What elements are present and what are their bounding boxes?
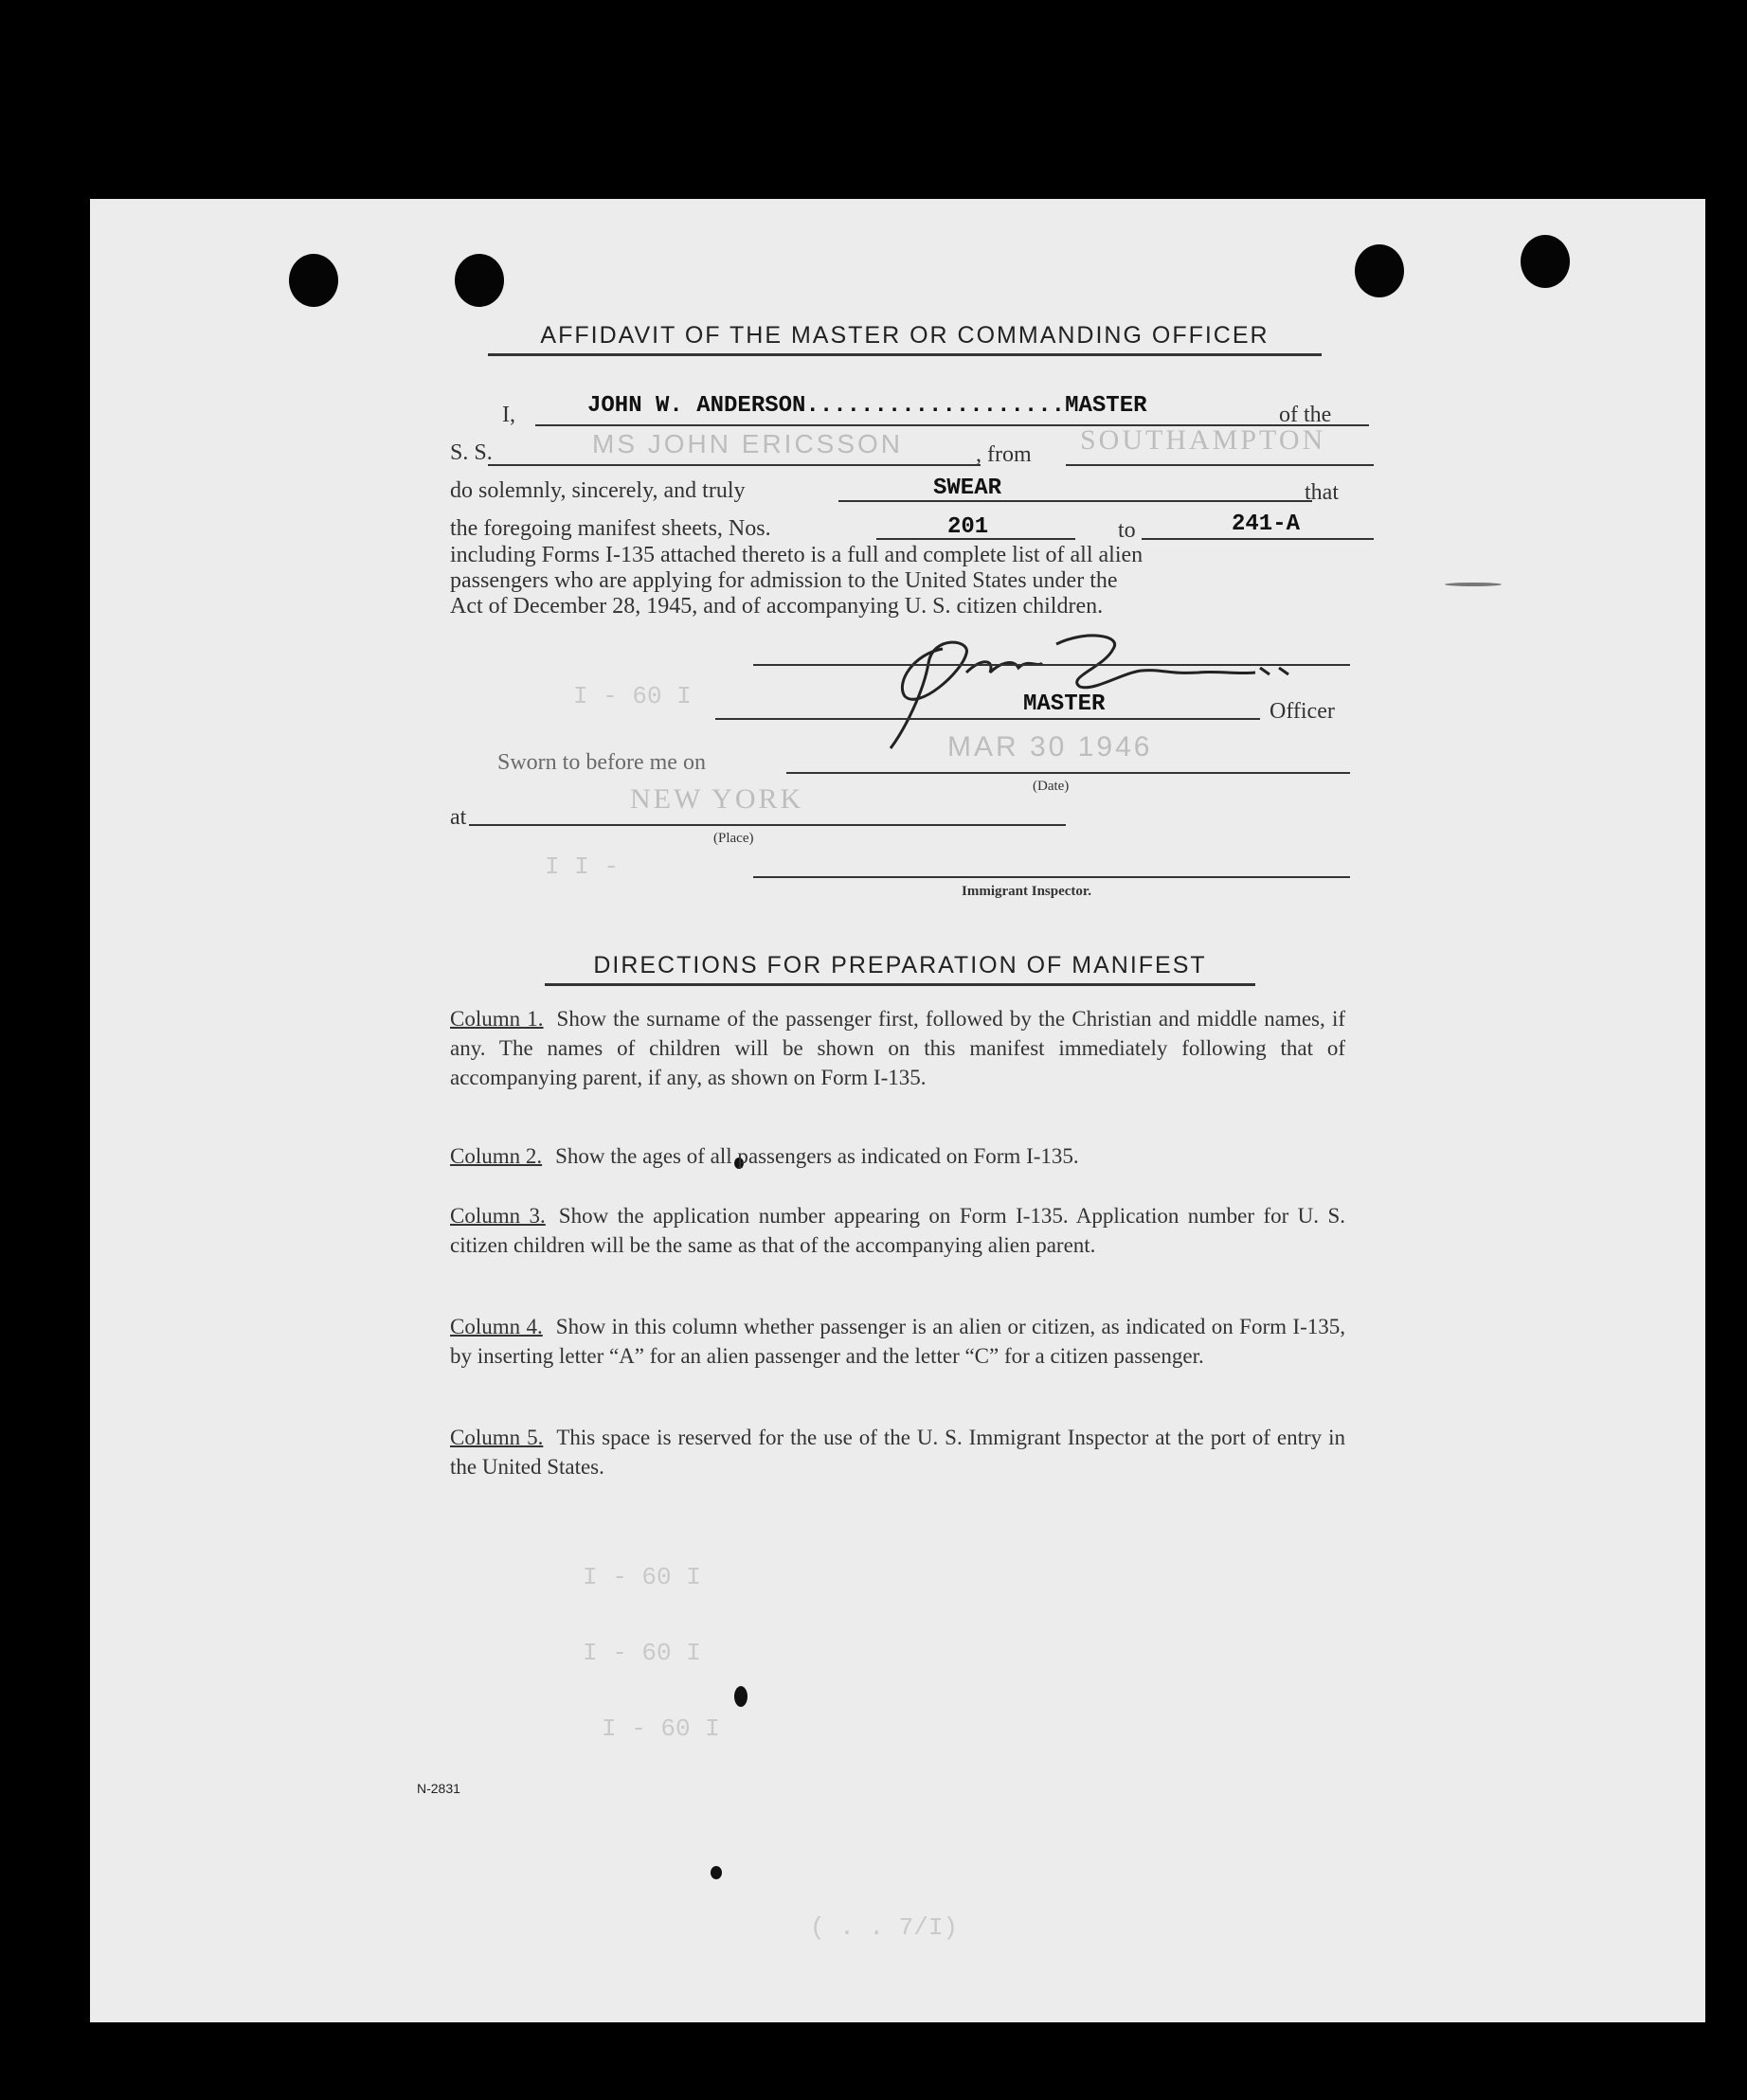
place-stamp: NEW YORK <box>630 783 804 815</box>
direction-label: Column 2. <box>450 1144 543 1168</box>
affidavit-body-line: including Forms I-135 attached thereto is a full and complete list of all alien <box>450 543 1144 567</box>
line1-prefix: I, <box>502 403 515 427</box>
document-page <box>90 199 1705 2022</box>
port-from: SOUTHAMPTON <box>1080 424 1326 456</box>
bleed-through-mark: ( . . 7/I) <box>810 1913 959 1942</box>
dust-speck <box>711 1866 722 1879</box>
punch-hole <box>1521 235 1570 288</box>
master-name: JOHN W. ANDERSON...................MASTER <box>587 393 1147 419</box>
affidavit-body-line: passengers who are applying for admission to the United States under the <box>450 568 1118 593</box>
sworn-date-line <box>786 772 1350 774</box>
ship-name: MS JOHN ERICSSON <box>592 429 904 458</box>
dust-speck <box>734 1686 747 1707</box>
from-label: , from <box>976 442 1032 467</box>
place-caption: (Place) <box>713 831 754 846</box>
to-label: to <box>1118 518 1136 543</box>
direction-text: Show the ages of all passengers as indicated on Form I-135. <box>555 1144 1079 1168</box>
officer-title: MASTER <box>1023 691 1106 717</box>
direction-column-5 <box>450 1423 1345 1481</box>
direction-label: Column 5. <box>450 1426 544 1449</box>
direction-column-3 <box>450 1201 1345 1260</box>
direction-text: Show the surname of the passenger first, followed by the Christian and middle names, if any. The names of children will be shown on this manifest immediately following that of accompanying parent, if any, as shown on Form I-135. <box>450 1007 1345 1089</box>
line1-suffix: of the <box>1279 403 1332 427</box>
bleed-through-mark: I - 60 I <box>573 682 692 710</box>
signature-line <box>753 664 1350 666</box>
officer-label: Officer <box>1270 699 1335 724</box>
bleed-through-mark: I I - <box>545 853 620 881</box>
sheet-to: 241-A <box>1232 512 1301 537</box>
form-number: N-2831 <box>417 1781 460 1796</box>
bleed-through-mark: I - 60 I <box>583 1563 701 1591</box>
punch-hole <box>289 254 338 307</box>
bleed-through-mark: I - 60 I <box>602 1714 720 1743</box>
direction-label: Column 1. <box>450 1007 544 1031</box>
sworn-date-stamp: MAR 30 1946 <box>947 731 1153 763</box>
sheet-from: 201 <box>947 514 989 540</box>
direction-column-2 <box>450 1141 1345 1171</box>
oath-word: SWEAR <box>933 476 1002 501</box>
inspector-line <box>753 876 1350 878</box>
sheet-from-line <box>876 538 1075 540</box>
oath-line <box>838 500 1312 502</box>
direction-label: Column 4. <box>450 1315 543 1338</box>
direction-label: Column 3. <box>450 1204 546 1228</box>
direction-column-4 <box>450 1312 1345 1371</box>
direction-column-1 <box>450 1004 1345 1092</box>
line4-prefix: the foregoing manifest sheets, Nos. <box>450 516 771 541</box>
punch-hole <box>455 254 504 307</box>
officer-line <box>715 718 1260 720</box>
port-from-line <box>1066 464 1374 466</box>
direction-text: This space is reserved for the use of the U. S. Immigrant Inspector at the port of entry in the United States. <box>450 1426 1346 1479</box>
affidavit-body-line: Act of December 28, 1945, and of accompanying U. S. citizen children. <box>450 594 1104 619</box>
directions-title: DIRECTIONS FOR PREPARATION OF MANIFEST <box>545 952 1255 986</box>
bleed-through-mark: I - 60 I <box>583 1639 701 1667</box>
affidavit-title: AFFIDAVIT OF THE MASTER OR COMMANDING OFFICER <box>488 322 1322 356</box>
sheet-to-line <box>1142 538 1374 540</box>
date-caption: (Date) <box>1033 779 1070 794</box>
dust-speck <box>1445 583 1502 586</box>
inspector-caption: Immigrant Inspector. <box>962 884 1091 899</box>
sworn-label: Sworn to before me on <box>497 750 706 775</box>
direction-text: Show the application number appearing on Form I-135. Application number for U. S. citizen children will be the same as that of the accompanying alien parent. <box>450 1204 1345 1257</box>
place-line <box>469 824 1066 826</box>
ship-name-line <box>488 464 981 466</box>
ss-label: S. S. <box>450 440 493 465</box>
line3-suffix: that <box>1305 480 1339 505</box>
direction-text: Show in this column whether passenger is an alien or citizen, as indicated on Form I-135, by inserting letter “A” for an alien passenger and the letter “C” for a citizen passenger. <box>450 1315 1345 1368</box>
line3-prefix: do solemnly, sincerely, and truly <box>450 478 746 503</box>
punch-hole <box>1355 244 1404 297</box>
at-label: at <box>450 805 467 830</box>
